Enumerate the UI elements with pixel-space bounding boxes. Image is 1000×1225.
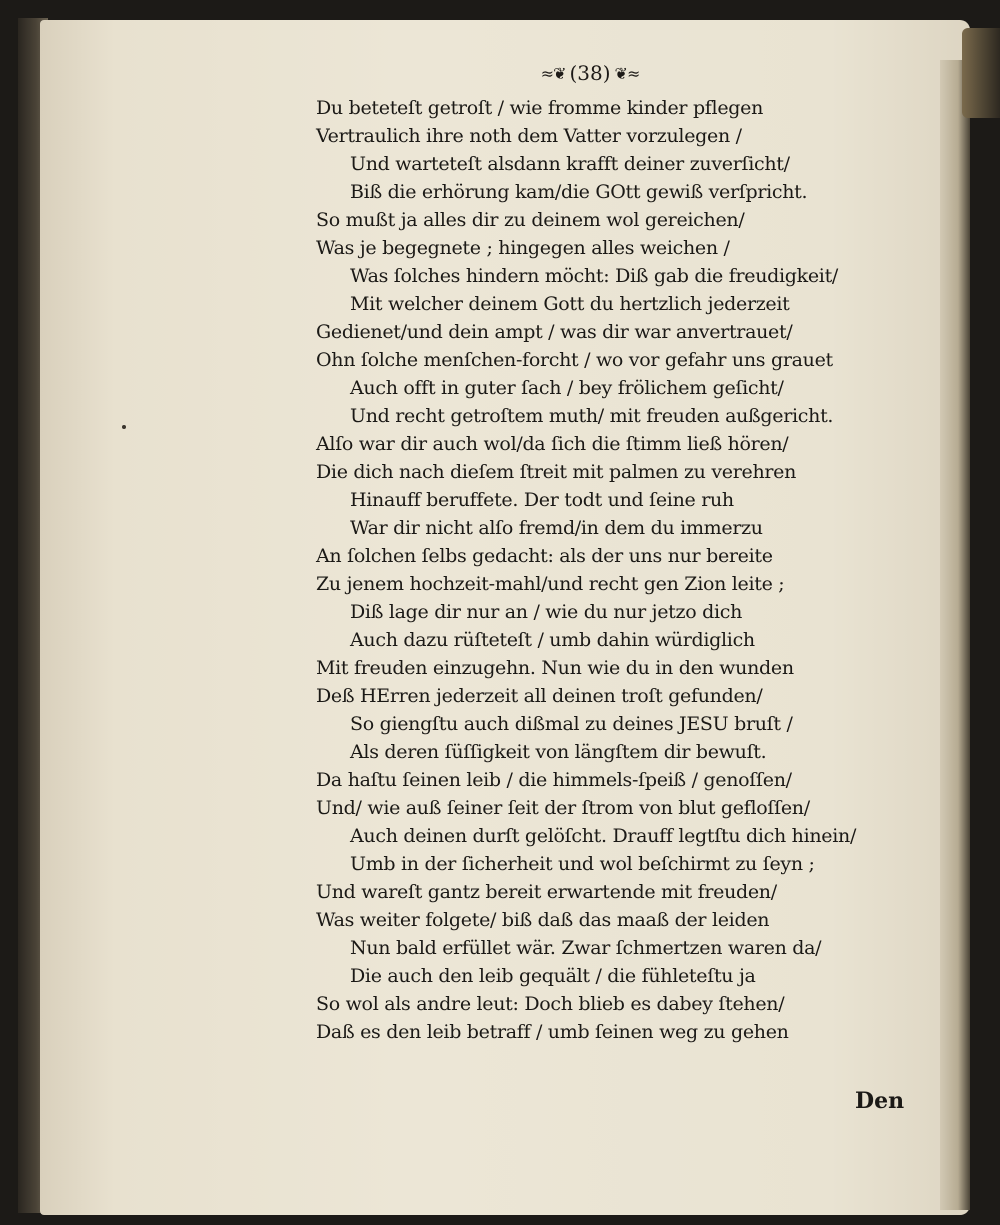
poem-line: Gedienet/und dein ampt / was dir war anvertrauet/ [316, 321, 793, 343]
poem-line: Was ſolches hindern möcht: Diß gab die freudigkeit/ [350, 265, 839, 287]
poem-line: Deß HErren jederzeit all deinen troſt gefunden/ [316, 685, 763, 707]
poem-line: Auch deinen durſt gelöſcht. Drauff legtſtu dich hinein/ [350, 825, 857, 847]
poem-line: Und warteteſt alsdann krafft deiner zuverſicht/ [350, 153, 790, 175]
poem-line: Und recht getroſtem muth/ mit freuden außgericht. [350, 405, 834, 427]
poem-line: Du beteteſt getroſt / wie fromme kinder pflegen [316, 97, 764, 119]
poem-line: Vertraulich ihre noth dem Vatter vorzulegen / [316, 125, 742, 147]
poem-line: So mußt ja alles dir zu deinem wol gereichen/ [316, 209, 745, 231]
poem-line: So wol als andre leut: Doch blieb es dabey ſtehen/ [316, 993, 785, 1015]
poem-line: Zu jenem hochzeit-mahl/und recht gen Zion leite ; [316, 573, 785, 595]
poem-line: Da haſtu ſeinen leib / die himmels-ſpeiß / genoſſen/ [316, 769, 792, 791]
poem-line: Und/ wie auß ſeiner ſeit der ſtrom von blut gefloſſen/ [316, 797, 810, 819]
poem-line: Biß die erhörung kam/die GOtt gewiß verſpricht. [350, 181, 808, 203]
poem-line: Als deren ſüſſigkeit von längſtem dir bewuſt. [350, 741, 767, 763]
poem-line: Nun bald erfüllet wär. Zwar ſchmertzen waren da/ [350, 937, 822, 959]
poem-line: Diß lage dir nur an / wie du nur jetzo dich [350, 601, 743, 623]
poem-line: Daß es den leib betraff / umb ſeinen weg zu gehen [316, 1021, 789, 1043]
ornament-right-icon: ❦≈ [614, 63, 640, 83]
poem-line: Hinauff beruffete. Der todt und ſeine ruh [350, 489, 734, 511]
poem-line: Mit freuden einzugehn. Nun wie du in den wunden [316, 657, 794, 679]
ornament-left-icon: ≈❦ [540, 63, 566, 83]
poem-line: Umb in der ſicherheit und wol beſchirmt zu ſeyn ; [350, 853, 815, 875]
poem-line: Auch offt in guter ſach / bey frölichem geſicht/ [350, 377, 784, 399]
poem-line: An ſolchen ſelbs gedacht: als der uns nur bereite [316, 545, 773, 567]
page-number: (38) [569, 61, 611, 85]
poem-line: Ohn ſolche menſchen-forcht / wo vor gefahr uns grauet [316, 349, 833, 371]
poem-line: Alſo war dir auch wol/da ſich die ſtimm ließ hören/ [316, 433, 789, 455]
catchword: Den [855, 1088, 905, 1114]
poem-line: Die auch den leib gequält / die fühleteſtu ja [350, 965, 756, 987]
poem-line: Was weiter folgete/ biß daß das maaß der leiden [316, 909, 770, 931]
poem-line: Die dich nach dieſem ſtreit mit palmen zu verehren [316, 461, 797, 483]
poem-line: So giengſtu auch dißmal zu deines JESU bruſt / [350, 713, 793, 735]
poem-line: Was je begegnete ; hingegen alles weichen / [316, 237, 730, 259]
poem-line: War dir nicht alſo fremd/in dem du immerzu [350, 517, 763, 539]
poem-line: Mit welcher deinem Gott du hertzlich jederzeit [350, 293, 790, 315]
poem-line: Auch dazu rüſteteſt / umb dahin würdiglich [350, 629, 755, 651]
poem-line: Und wareſt gantz bereit erwartende mit freuden/ [316, 881, 777, 903]
